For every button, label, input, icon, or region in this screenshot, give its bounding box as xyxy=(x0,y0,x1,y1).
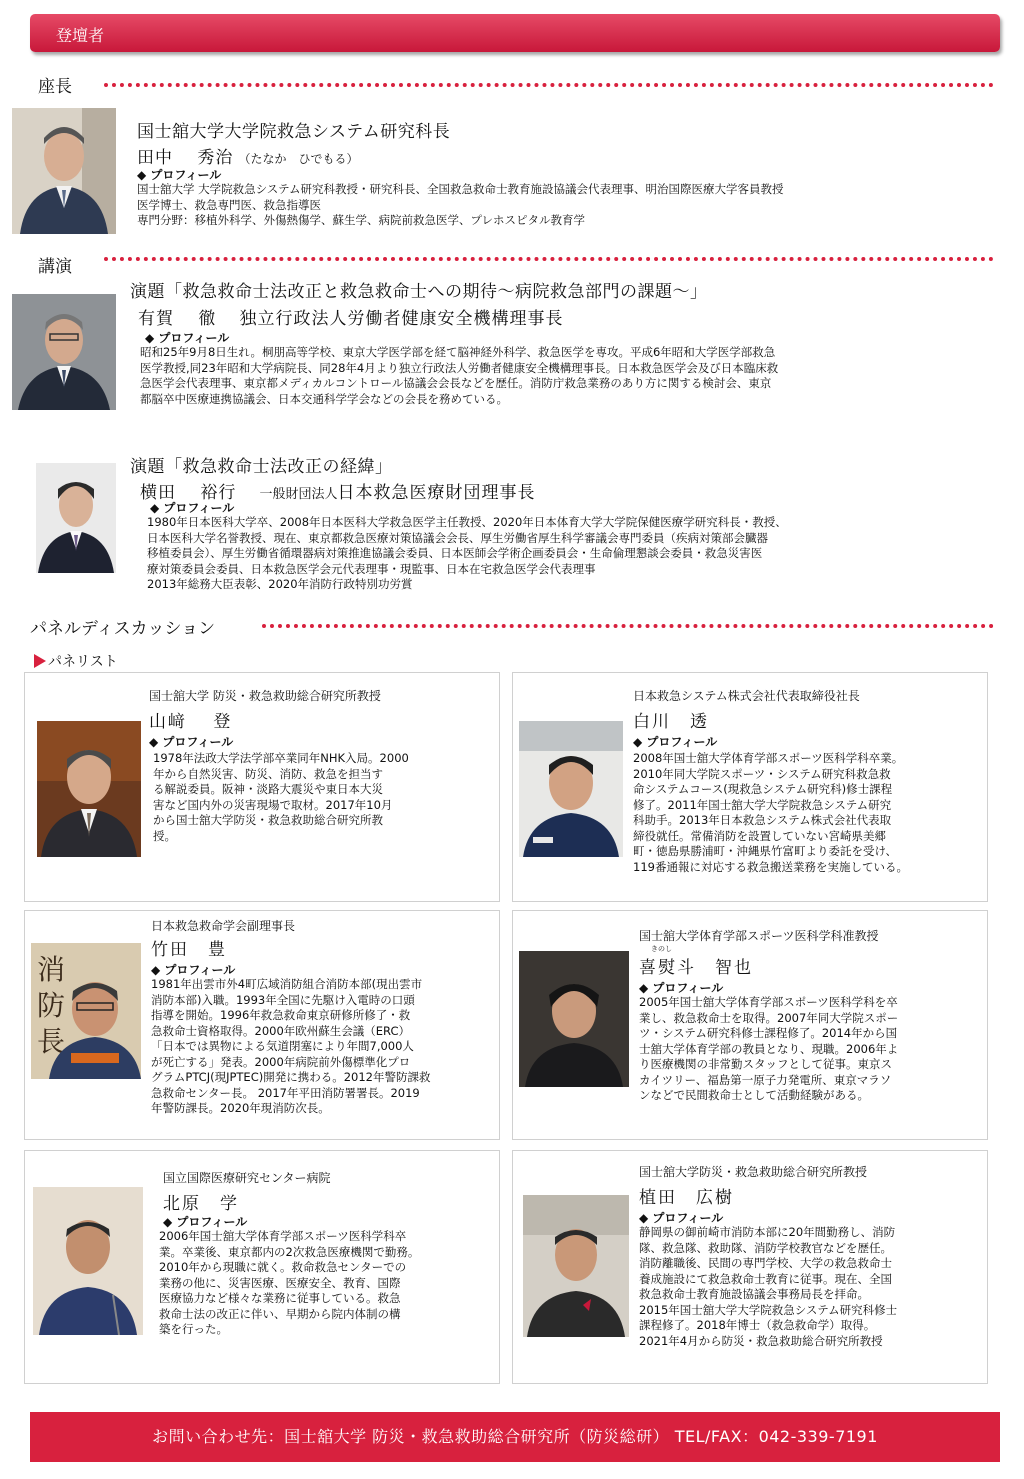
svg-text:消: 消 xyxy=(37,953,66,986)
lecture2-profile-line: 日本医科大学名誉教授、現在、東京都救急医療対策協議会会長、厚生労働省厚生科学審議会専門委員（疾病対策部会臓器 xyxy=(147,530,768,545)
panelist-photo xyxy=(519,721,623,857)
panelist-profile-line: 年から自然災害、防災、消防、救急を担当す xyxy=(153,766,383,781)
panelist-card xyxy=(24,910,500,1140)
lecture1-profile-line: 急医学会代表理事、東京都メディカルコントロール協議会会長などを歴任。消防庁救急業務のあり方に関する検討会、東京 xyxy=(140,376,772,390)
panelist-profile-line: 1978年法政大学法学部卒業同年NHK入局。2000 xyxy=(153,751,409,765)
panelist-profile-line: 急救命センター長。 2017年平田消防署署長。2019 xyxy=(151,1085,420,1100)
panelist-profile-line: 養成施設にて救急救命士教育に従事。現在、全国 xyxy=(639,1271,892,1286)
panelist-profile-label: ◆ プロフィール xyxy=(639,1211,724,1225)
lecturer1-photo xyxy=(12,294,116,410)
panelist-profile-line: 静岡県の御前崎市消防本部に20年間勤務し、消防 xyxy=(639,1225,896,1239)
panelist-profile-line: 2015年国士舘大学大学院救急システム研究科修士 xyxy=(639,1302,898,1317)
lecture1-name: 有賀 徹 xyxy=(138,309,217,329)
panelist-profile-label: ◆ プロフィール xyxy=(633,735,718,749)
panelist-affiliation: 日本救急システム株式会社代表取締役社長 xyxy=(633,689,860,703)
panelist-profile-line: ツ・システム研究科修士課程修了。2014年から国 xyxy=(639,1026,898,1040)
panelists-label-text: パネリスト xyxy=(48,654,118,670)
section-label-lecture: 講演 xyxy=(38,257,72,277)
panelist-profile-line: 隊、救急隊、救助隊、消防学校教官などを歴任。 xyxy=(639,1240,892,1255)
header-banner xyxy=(30,14,1000,52)
panelist-profile-line: 年警防課長。2020年現消防次長。 xyxy=(151,1101,330,1115)
panelist-profile-line: 2010年から現職に就く。救命救急センターでの xyxy=(159,1260,407,1274)
panelist-profile-line: 課程修了。2018年博士（救急救命学）取得。 xyxy=(639,1318,876,1332)
panelist-photo xyxy=(37,721,141,857)
lecture2-profile-line: 移植委員会）、厚生労働省循環器病対策推進協議会委員、日本医師会学術企画委員会・生命倫理懇談会委員・救急災害医 xyxy=(147,546,763,560)
lecture1-profile-line: 都脳卒中医療連携協議会、日本交通科学学会などの会長を務めている。 xyxy=(140,391,508,406)
chair-profile-label: ◆ プロフィール xyxy=(137,168,222,182)
panelist-profile-line: 2006年国士舘大学体育学部スポーツ医科学科卒 xyxy=(159,1229,407,1243)
panelist-profile-line: から国士舘大学防災・救急救助総合研究所教 xyxy=(153,813,383,827)
lecture2-profile-text xyxy=(147,515,1007,593)
panelist-profile-line: 消防本部)入職。1993年全国に先駆け入電時の口頭 xyxy=(151,992,415,1007)
section-divider xyxy=(104,257,994,261)
panelist-profile-text xyxy=(159,1229,494,1338)
lecture1-profile-text xyxy=(140,345,1010,407)
panelist-profile-line: 2010年同大学院スポーツ・システム研究科救急救 xyxy=(633,766,891,781)
panelist-profile-line: 築を行った。 xyxy=(159,1322,228,1336)
section-divider xyxy=(104,83,994,87)
panelist-profile-line: り医療機関の非常勤スタッフとして従事。東京ス xyxy=(639,1057,892,1071)
panelist-profile-text xyxy=(151,977,496,1117)
panelist-profile-line: 修了。2011年国士舘大学大学院救急システム研究 xyxy=(633,797,892,812)
panelist-profile-line: 科助手。2013年日本救急システム株式会社代表取 xyxy=(633,813,892,827)
header-title: 登壇者 xyxy=(56,26,105,45)
panelist-profile-line: 授。 xyxy=(153,828,176,843)
lecturer2-photo xyxy=(36,463,116,573)
panelist-name: 山﨑 登 xyxy=(149,712,233,732)
panelist-profile-line: る解説委員。阪神・淡路大震災や東日本大災 xyxy=(153,782,383,796)
lecture2-role: 日本救急医療財団理事長 xyxy=(337,483,536,503)
panelist-profile-label: ◆ プロフィール xyxy=(163,1215,248,1229)
panelist-profile-line: 士舘大学体育学部の教員となり、現職。2006年よ xyxy=(639,1041,899,1056)
lecture2-title: 演題「救急救命士法改正の経緯」 xyxy=(130,457,393,477)
contact-footer xyxy=(30,1412,1000,1462)
panelist-affiliation: 国士舘大学防災・救急救助総合研究所教授 xyxy=(639,1165,868,1179)
section-label-panel: パネルディスカッション xyxy=(30,619,216,639)
svg-text:長: 長 xyxy=(37,1025,66,1058)
panelist-profile-line: 命システムコース(現救急システム研究科)修士課程 xyxy=(633,782,893,796)
panelist-profile-text xyxy=(639,995,984,1104)
panelist-name-ruby: きのし xyxy=(651,945,672,953)
panelist-photo xyxy=(523,1195,629,1337)
panelist-profile-line: 救命士法の改正に伴い、早期から院内体制の構 xyxy=(159,1306,401,1321)
panelist-card xyxy=(512,672,988,902)
panelist-photo xyxy=(31,943,141,1079)
panelist-name: 植田 広樹 xyxy=(639,1188,734,1208)
panelist-profile-line: 指導を開始。1996年救急救命東京研修所修了・救 xyxy=(151,1008,411,1022)
panelists-label xyxy=(34,651,118,671)
chair-reading: （たなか ひでもる） xyxy=(238,152,359,166)
chair-profile-line: 医学博士、救急専門医、救急指導医 xyxy=(137,197,321,212)
panelist-name: 竹田 豊 xyxy=(151,940,227,960)
panelist-card xyxy=(24,1150,500,1384)
lecture1-profile-label: ◆ プロフィール xyxy=(145,331,230,345)
panelist-card xyxy=(512,910,988,1140)
panelist-profile-line: 消防離職後、民間の専門学校、大学の救急救命士 xyxy=(639,1256,892,1270)
lecture1-profile-line: 医学教授,同23年昭和大学病院長、同28年4月より独立行政法人労働者健康安全機構理事長。日本救急医学会及び日本臨床救 xyxy=(140,360,779,375)
panelist-name: 北原 学 xyxy=(163,1194,239,1214)
panelist-profile-label: ◆ プロフィール xyxy=(151,963,236,977)
chair-name-row xyxy=(137,143,359,168)
panelist-profile-label: ◆ プロフィール xyxy=(639,981,724,995)
panelist-affiliation: 国士舘大学 防災・救急救助総合研究所教授 xyxy=(149,689,381,703)
panelist-photo xyxy=(33,1187,143,1335)
chair-title: 国士舘大学大学院救急システム研究科長 xyxy=(137,122,451,142)
chair-profile-line: 専門分野：移植外科学、外傷熱傷学、蘇生学、病院前救急医学、プレホスピタル教育学 xyxy=(137,213,586,227)
panelist-profile-line: 業。卒業後、東京都内の2次救急医療機関で勤務。 xyxy=(159,1244,420,1259)
chair-photo xyxy=(12,108,116,234)
lecture2-profile-label: ◆ プロフィール xyxy=(150,501,235,515)
chair-name: 田中 秀治 xyxy=(137,148,234,168)
triangle-marker-icon xyxy=(34,654,46,668)
panelist-profile-line: 害など国内外の災害現場で取材。2017年10月 xyxy=(153,797,393,812)
lecture2-profile-line: 療対策委員会委員、日本救急医学会元代表理事・現監事、日本在宅救急医学会代表理事 xyxy=(147,561,596,576)
panelist-profile-line: 業し、救急救命士を取得。2007年同大学院スポー xyxy=(639,1010,899,1025)
lecture2-name: 横田 裕行 xyxy=(140,483,237,503)
panelist-photo xyxy=(519,951,629,1087)
panelist-profile-line: 急救命士資格取得。2000年欧州蘇生会議（ERC） xyxy=(151,1023,410,1038)
panelist-profile-line: 2005年国士舘大学体育学部スポーツ医科学科を卒 xyxy=(639,995,898,1009)
panelist-profile-line: 業務の他に、災害医療、医療安全、教育、国際 xyxy=(159,1275,401,1290)
panelist-profile-line: カイツリー、福島第一原子力発電所、東京マラソ xyxy=(639,1072,892,1087)
chair-profile-line: 国士舘大学 大学院救急システム研究科教授・研究科長、全国救急救命士教育施設協議会代表理事、明治国際医療大学客員教授 xyxy=(137,182,784,196)
panelist-profile-line: 締役就任。常備消防を設置していない宮崎県美郷 xyxy=(633,828,886,843)
lecture1-title: 演題「救急救命士法改正と救急救命士への期待～病院救急部門の課題～」 xyxy=(130,282,708,302)
panelist-profile-line: ンなどで民間救命士として活動経験がある。 xyxy=(639,1088,869,1102)
lecture2-profile-line: 2013年総務大臣表彰、2020年消防行政特別功労賞 xyxy=(147,577,413,591)
panelist-profile-label: ◆ プロフィール xyxy=(149,735,234,749)
lecture1-name-row xyxy=(138,304,564,329)
panelist-card xyxy=(512,1150,988,1384)
section-divider xyxy=(262,624,994,628)
panelist-profile-line: 救急救命士教育施設協議会事務局長を拝命。 xyxy=(639,1287,869,1301)
panelist-affiliation: 国士舘大学体育学部スポーツ医科学科准教授 xyxy=(639,929,879,943)
panelist-profile-text xyxy=(639,1225,984,1349)
contact-text: お問い合わせ先：国士舘大学 防災・救急救助総合研究所（防災総研） TEL/FAX：042-339-7191 xyxy=(152,1427,878,1446)
panelist-profile-line: が死亡する」発表。2000年病院前外傷標準化プロ xyxy=(151,1054,411,1069)
panelist-profile-line: 「日本では異物による気道閉塞により年間7,000人 xyxy=(151,1039,414,1053)
panelist-affiliation: 日本救急救命学会副理事長 xyxy=(151,919,296,933)
panelist-name: 喜熨斗 智也 xyxy=(639,958,753,978)
panelist-profile-line: 医療協力など様々な業務に従事している。救急 xyxy=(159,1291,401,1305)
lecture1-profile-line: 昭和25年9月8日生れ。桐朋高等学校、東京大学医学部を経て脳神経外科学、救急医学を専攻。平成6年昭和大学医学部救急 xyxy=(140,345,776,359)
panelist-profile-text xyxy=(153,751,493,844)
panelist-profile-text xyxy=(633,751,985,875)
lecture2-profile-line: 1980年日本医科大学卒、2008年日本医科大学救急医学主任教授、2020年日本体育大学大学院保健医療学研究科長・教授、 xyxy=(147,515,787,529)
panelist-profile-line: 2008年国士舘大学体育学部スポーツ医科学科卒業。 xyxy=(633,751,904,765)
panelist-card xyxy=(24,672,500,902)
panelist-profile-line: 町・徳島県勝浦町・沖縄県竹富町より委託を受け、 xyxy=(633,844,898,858)
lecture2-role-prefix: 一般財団法人 xyxy=(259,487,338,502)
panelist-profile-line: 1981年出雲市外4町広域消防組合消防本部(現出雲市 xyxy=(151,977,423,991)
panelist-profile-line: 119番通報に対応する救急搬送業務を実施している。 xyxy=(633,859,908,874)
lecture1-role: 独立行政法人労働者健康安全機構理事長 xyxy=(239,309,564,329)
panelist-profile-line: グラムPTCJ(現JPTEC)開発に携わる。2012年警防課救 xyxy=(151,1070,431,1084)
chair-profile-text xyxy=(137,182,1007,229)
svg-text:防: 防 xyxy=(37,989,66,1022)
section-label-chair: 座長 xyxy=(38,77,72,97)
panelist-profile-line: 2021年4月から防災・救急救助総合研究所教授 xyxy=(639,1333,883,1348)
panelist-affiliation: 国立国際医療研究センター病院 xyxy=(163,1171,331,1185)
panelist-name: 白川 透 xyxy=(633,712,709,732)
